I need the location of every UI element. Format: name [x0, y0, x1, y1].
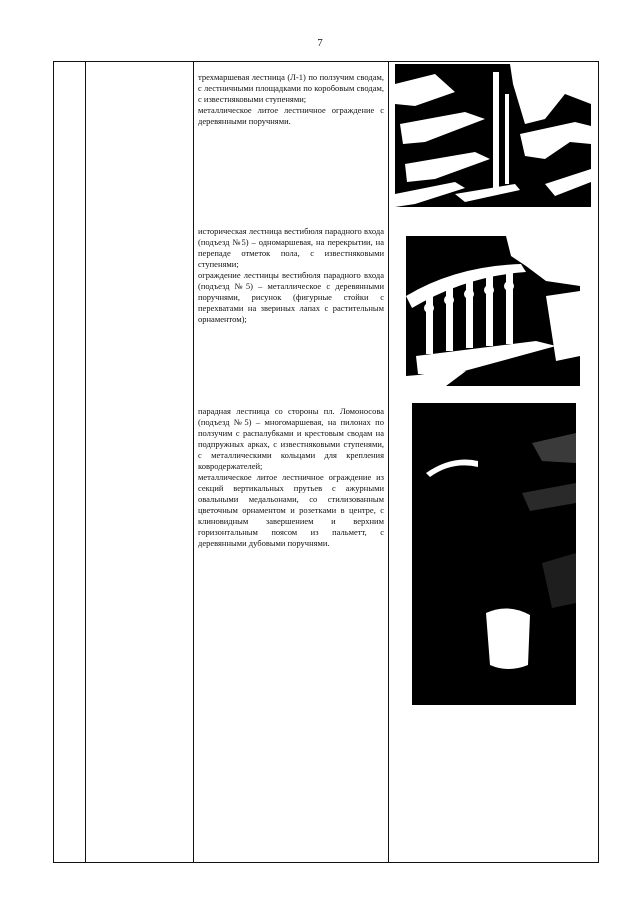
column-divider: [193, 61, 194, 863]
entry-text-3: [198, 406, 384, 549]
entry-paragraph: металлическое литое лестничное ограждение из секций вертикальных прутьев с ажурными овальными медальонами, со стилизованным цветочным орнаментом и розетками в центре, с клиновидным завершением и верхним горизонтальным поясом из пальметт, с деревянными дубовыми поручнями.: [198, 472, 384, 548]
entry-text-1: [198, 72, 384, 127]
railing-photo: [406, 236, 580, 386]
entry-paragraph: металлическое литое лестничное ограждение с деревянными поручнями.: [198, 105, 384, 126]
entry-paragraph: историческая лестница вестибюля парадного входа (подъезд №5) – одномаршевая, на перекрытии, на перепаде отметок пола, с известняковыми ступенями;: [198, 226, 384, 269]
entry-paragraph: трехмаршевая лестница (Л-1) по ползучим сводам, с лестничными площадками по коробовым сводам, с известняковыми ступенями;: [198, 72, 384, 104]
stairwell-photo: [412, 403, 576, 705]
column-divider: [388, 61, 389, 863]
entry-paragraph: парадная лестница со стороны пл. Ломоносова (подъезд №5) – многомаршевая, на пилонах по ползучим с распалубками и крестовым сводам на подпружных арках, с известняковыми ступенями, с металлическими кольцами для крепления ковродержателей;: [198, 406, 384, 471]
entry-paragraph: ограждение лестницы вестибюля парадного входа (подъезд №5) – металлическое с деревянными поручнями, рисунок (фигурные стойки с перехватами на звериных лапах с растительным орнаментом);: [198, 270, 384, 324]
entry-text-2: [198, 226, 384, 325]
column-divider: [85, 61, 86, 863]
staircase-photo: [395, 64, 591, 207]
page-number: 7: [317, 37, 323, 49]
